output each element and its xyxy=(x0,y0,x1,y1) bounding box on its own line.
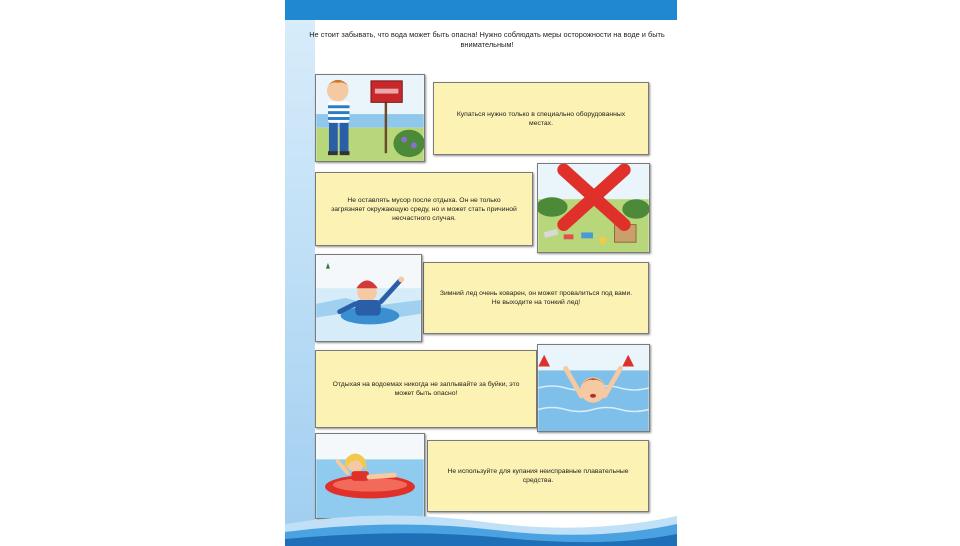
boy-drowning-illustration xyxy=(537,344,650,432)
top-blue-band xyxy=(285,0,677,20)
rule-3-text: Зимний лед очень коварен, он может провалиться под вами. Не выходите на тонкий лед! xyxy=(439,290,633,306)
left-blue-stripe xyxy=(285,20,315,546)
rule-4-text: Отдыхая на водоемах никогда не заплывайте за буйки, это может быть опасно! xyxy=(332,381,520,397)
bottom-waves xyxy=(285,506,677,546)
rule-5-box xyxy=(427,440,649,512)
rule-5-text: Не используйте для купания неисправные плавательные средства. xyxy=(447,468,629,484)
rule-1-box xyxy=(433,82,649,155)
child-through-ice-illustration xyxy=(315,254,422,342)
safety-poster xyxy=(285,0,677,546)
rule-1-text: Купаться нужно только в специально оборудованных местах. xyxy=(456,110,626,127)
boy-by-sign-illustration xyxy=(315,74,425,162)
rule-2-text: Не оставлять мусор после отдыха. Он не только загрязняет окружающую среду, но и может стать причиной несчастного случая. xyxy=(331,196,517,222)
intro-text: Не стоит забывать, что вода может быть опасна! Нужно соблюдать меры осторожности на воде и быть внимательным! xyxy=(309,30,665,49)
litter-crossed-illustration xyxy=(537,163,650,253)
rule-3-box xyxy=(423,262,649,334)
rule-2-box xyxy=(315,172,533,246)
rule-4-box xyxy=(315,350,537,428)
